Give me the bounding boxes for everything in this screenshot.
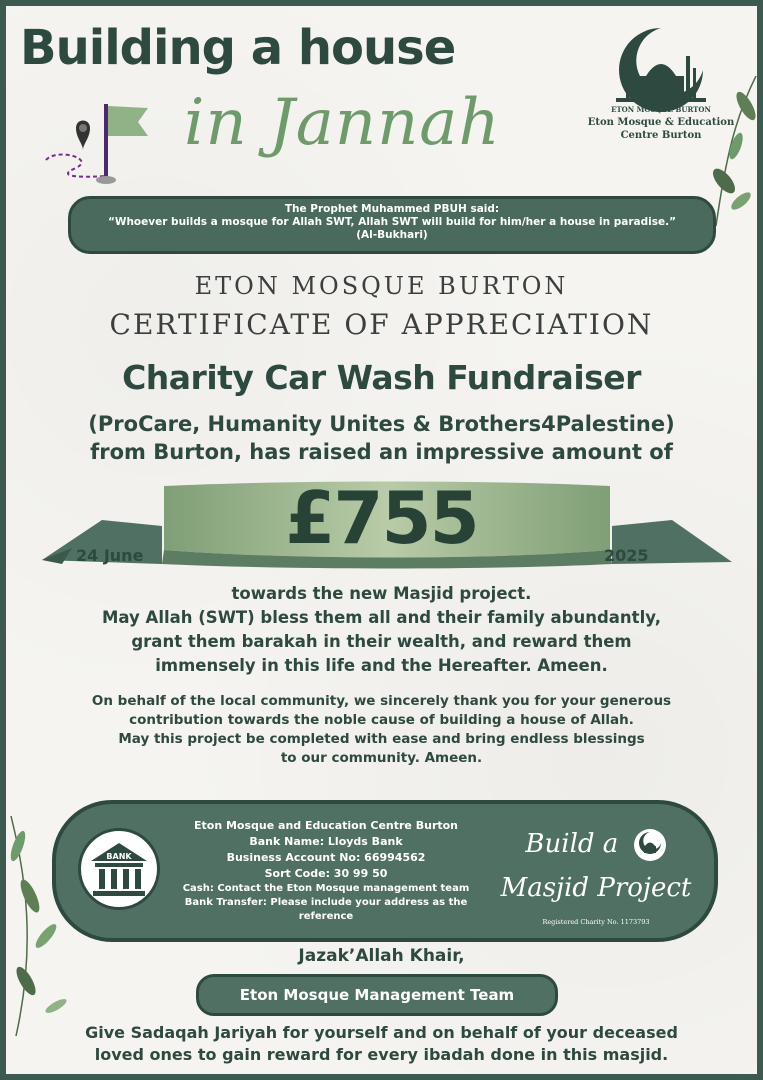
p2-line2: contribution towards the noble cause of building a house of Allah. xyxy=(129,712,634,728)
blessing-message xyxy=(6,582,757,678)
date-day-month: 24 June xyxy=(76,546,144,565)
p2-line4: to our community. Ameen. xyxy=(280,750,483,766)
title-line2: in Jannah xyxy=(184,86,501,160)
bank-cash-note: Cash: Contact the Eton Mosque management team xyxy=(182,883,470,894)
bank-details-text xyxy=(156,818,496,924)
certificate-title: CERTIFICATE OF APPRECIATION xyxy=(109,308,654,341)
date-year: 2025 xyxy=(604,546,649,565)
logo-name-line2: Centre Burton xyxy=(620,130,702,141)
message-line4: immensely in this life and the Hereafter. Ameen. xyxy=(155,656,608,675)
footer-line2: loved ones to gain reward for every ibadah done in this masjid. xyxy=(94,1045,669,1064)
message-line2: May Allah (SWT) bless them all and their family abundantly, xyxy=(102,608,661,627)
project-line1: Build a xyxy=(496,822,696,866)
quote-line2: “Whoever builds a mosque for Allah SWT, Allah SWT will build for him/her a house in paradise.” xyxy=(107,216,677,228)
bank-icon-circle xyxy=(78,828,160,910)
message-line3: grant them barakah in their wealth, and reward them xyxy=(131,632,632,651)
p2-line3: May this project be completed with ease and bring endless blessings xyxy=(118,731,645,747)
build-masjid-project xyxy=(496,822,696,910)
community-thanks-message xyxy=(6,692,757,768)
raised-line1: (ProCare, Humanity Unites & Brothers4Palestine) xyxy=(88,412,675,436)
charity-number: Registered Charity No. 1173793 xyxy=(542,918,650,926)
raised-statement xyxy=(6,410,757,466)
management-team-label: Eton Mosque Management Team xyxy=(196,974,558,1016)
logo-ring-text: ETON MOSQUE BURTON xyxy=(611,105,711,114)
organisation-name: ETON MOSQUE BURTON xyxy=(194,272,569,300)
title-line1: Building a house xyxy=(20,20,456,76)
bank-details-panel xyxy=(52,800,718,942)
goal-flag-icon xyxy=(36,98,156,186)
hadith-quote-box xyxy=(68,196,716,254)
bank-org: Eton Mosque and Education Centre Burton xyxy=(193,819,459,832)
project-line2: Masjid Project xyxy=(500,873,692,903)
bank-icon-label: BANK xyxy=(106,852,132,861)
bank-sort-code: Sort Code: 30 99 50 xyxy=(264,867,388,880)
quote-line3: (Al-Bukhari) xyxy=(356,229,428,241)
raised-line2: from Burton, has raised an impressive amount of xyxy=(90,440,673,464)
quote-line1: The Prophet Muhammed PBUH said: xyxy=(284,203,500,215)
bank-name: Bank Name: Lloyds Bank xyxy=(249,835,403,848)
mosque-logo xyxy=(586,26,736,142)
footer-message xyxy=(6,1022,757,1066)
mosque-logo-icon xyxy=(606,26,716,116)
message-line1: towards the new Masjid project. xyxy=(231,584,532,603)
bank-transfer-note: Bank Transfer: Please include your address as the reference xyxy=(184,897,468,922)
event-name: Charity Car Wash Fundraiser xyxy=(122,358,641,397)
logo-name-line1: Eton Mosque & Education xyxy=(587,117,735,128)
p2-line1: On behalf of the local community, we sincerely thank you for your generous xyxy=(91,693,672,709)
bank-account-number: Business Account No: 66994562 xyxy=(226,851,426,864)
small-mosque-logo-icon xyxy=(633,828,667,862)
bank-icon xyxy=(81,831,157,907)
footer-line1: Give Sadaqah Jariyah for yourself and on behalf of your deceased xyxy=(85,1023,678,1042)
thanks-text: Jazak’Allah Khair, xyxy=(298,946,465,966)
raised-amount: £755 xyxy=(285,476,478,560)
